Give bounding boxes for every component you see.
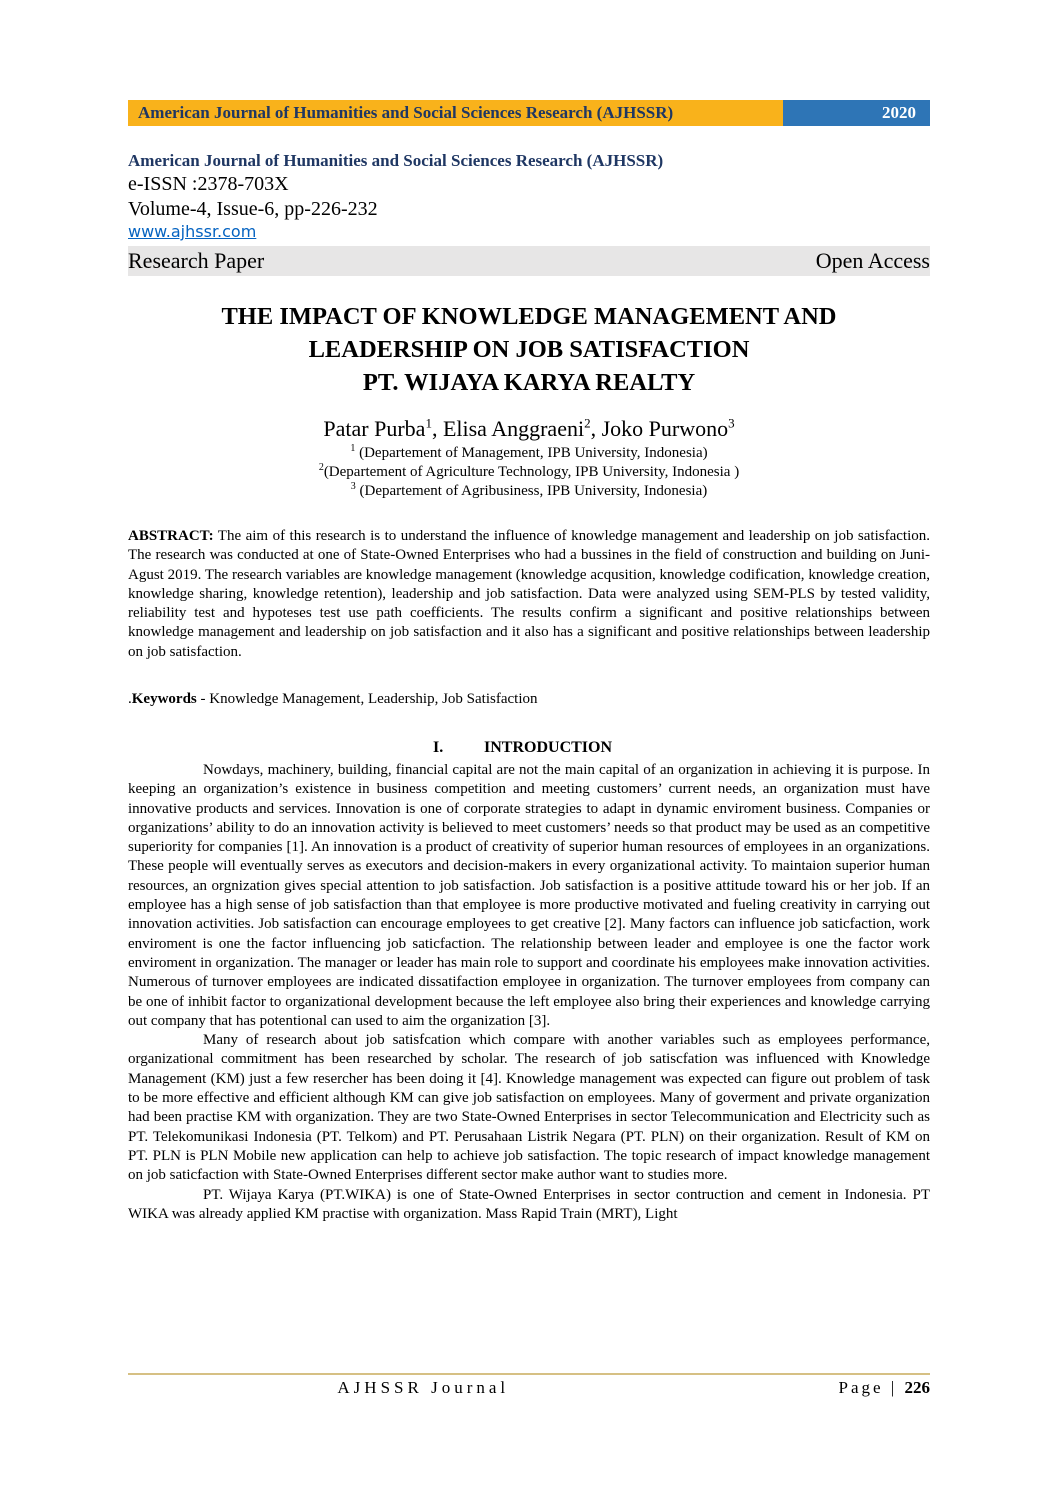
affiliation <box>128 444 930 463</box>
abstract <box>128 527 930 662</box>
keywords-text: - Knowledge Management, Leadership, Job Satisfaction <box>196 691 538 707</box>
author-list: Patar Purba$^1$, Elisa Anggraeni$^2$, Joko Purwono$^3$ <box>323 415 735 441</box>
affiliation-text: (Departement of Agriculture Technology, IPB University, Indonesia ) <box>323 464 740 480</box>
paper-type-bar <box>128 246 930 276</box>
title-line-1: THE IMPACT OF KNOWLEDGE MANAGEMENT AND <box>221 303 837 330</box>
journal-name: American Journal of Humanities and Social Sciences Research (AJHSSR) <box>128 151 664 170</box>
affiliation-sup: 3 <box>350 481 356 492</box>
author-name: Patar Purba <box>323 416 426 441</box>
abstract-text: The aim of this research is to understand the influence of knowledge management and leadership on job satisfaction. The research was conducted at one of State-Owned Enterprises who had a bussines in the field of construction and building on Juni-Agust 2019. The research variables are knowledge management (knowledge acqusition, knowledge codification, knowledge creation, knowledge sharing, knowledge retention), leadership and job satisfaction. Data were analyzed using SEM-PLS by tested validity, reliability test and hypoteses test use path coefficients. The results confirm a significant and positive relationships between knowledge management and leadership on job satisfaction and it also has a significant and positive relationships between leadership on job satisfaction. <box>128 528 930 660</box>
author-name: Joko Purwono <box>601 416 729 441</box>
access-type: Open Access <box>815 248 930 273</box>
abstract-label: ABSTRACT: <box>128 528 214 544</box>
page-label: Page | <box>838 1378 905 1397</box>
volume-info: Volume-4, Issue-6, pp-226-232 <box>128 198 378 220</box>
section-title: INTRODUCTION <box>484 739 613 756</box>
introduction-body <box>128 761 930 1224</box>
page-number: 226 <box>904 1378 930 1397</box>
journal-meta <box>128 150 930 242</box>
title-line-3: PT. WIJAYA KARYA REALTY <box>362 369 696 396</box>
affiliations <box>128 444 930 501</box>
author-name: Elisa Anggraeni <box>442 416 585 441</box>
author-sup: 2 <box>584 415 591 431</box>
section-number: I. <box>433 739 444 756</box>
affiliation-text: (Departement of Agribusiness, IPB University, Indonesia) <box>355 483 708 499</box>
issn: e-ISSN :2378-703X <box>128 173 289 195</box>
footer-page <box>839 1377 930 1399</box>
affiliation <box>128 482 930 501</box>
header-year: 2020 <box>783 100 930 126</box>
keywords-prefix: . <box>128 691 132 707</box>
affiliation <box>128 463 930 482</box>
author-sup: 3 <box>728 415 735 431</box>
keywords-label: Keywords <box>131 691 197 707</box>
paper-title <box>128 300 930 399</box>
paragraph: Many of research about job satisfcation which compare with another variables such as employees performance, organizational commitment has been researched by scholar. The research of job satiscfation was influenced with Knowledge Management (KM) just a few resercher has been doing it [4]. Knowledge management was expected can figure out problem of task to be more effective and efficient although KM can give job satisfaction on employees. Many of goverment and private organization had been practise KM with organization. They are two State-Owned Enterprises in sector Telecommunication and Electricity such as PT. Telekomunikasi Indonesia (PT. Telkom) and PT. Perusahaan Listrik Negara (PT. PLN) on their organization. Result of KM on PT. PLN is PLN Mobile new application can help to achieve job satisfaction. The topic research of impact knowledge management on job saticfaction with State-Owned Enterprises different sector make author want to studies more. <box>128 1032 930 1184</box>
title-line-2: LEADERSHIP ON JOB SATISFACTION <box>308 336 750 363</box>
header-journal-name: American Journal of Humanities and Social Sciences Research (AJHSSR) <box>128 100 783 126</box>
author-sup: 1 <box>425 415 432 431</box>
affiliation-text: (Departement of Management, IPB University, Indonesia) <box>355 445 708 461</box>
page-footer <box>128 1373 930 1399</box>
paper-type: Research Paper <box>128 248 265 273</box>
journal-website-link[interactable]: www.ajhssr.com <box>128 222 257 241</box>
footer-journal: AJHSSR Journal <box>337 1378 510 1397</box>
journal-header-bar <box>128 100 930 126</box>
paragraph: PT. Wijaya Karya (PT.WIKA) is one of State-Owned Enterprises in sector contruction and cement in Indonesia. PT WIKA was already applied KM practise with organization. Mass Rapid Train (MRT), Light <box>128 1186 930 1222</box>
paragraph: Nowdays, machinery, building, financial capital are not the main capital of an organization in achieving it is purpose. In keeping an organization’s existence in business competition and meeting customers’ current needs, an organization must have innovative products and services. Innovation is one of corporate strategies to adapt in dynamic enviroment business. Companies or organizations’ ability to do an innovation activity is believed to meet customers’ needs so that product may be used as an competitive superiority for companies [1]. An innovation is a product of creativity of superior human resources of employees in an organizations. These people will eventually serves as executors and decision-makers in every organizational activity. To maintaion superior human resources, an orgnization gives special attention to job satisfaction. Job satisfaction is a positive attitude toward his or her job. If an employee has a high sense of job satisfaction than that employee is more productive motivated and fueling creativity in carrying out innovation activities. Job satisfaction can encourage employees to get creative [2]. Many factors can influence job saticfaction, work enviroment is one the factor influencing job saticfaction. The relationship between leader and employee is one the factor work enviroment in organization. The manager or leader has main role to support and coordinate his employees make innovation activities. Numerous of turnover employees are indicated dissatifaction employee in organization. The turnover employees from company can be one of inhibit factor to organizational development because the left employee also bring their experiences and knowledge carrying out company that has potentional can used to aim the organization [3]. <box>128 762 930 1029</box>
keywords <box>128 690 930 709</box>
affiliation-sup: 1 <box>350 443 356 454</box>
affiliation-sup: 2 <box>318 462 324 473</box>
